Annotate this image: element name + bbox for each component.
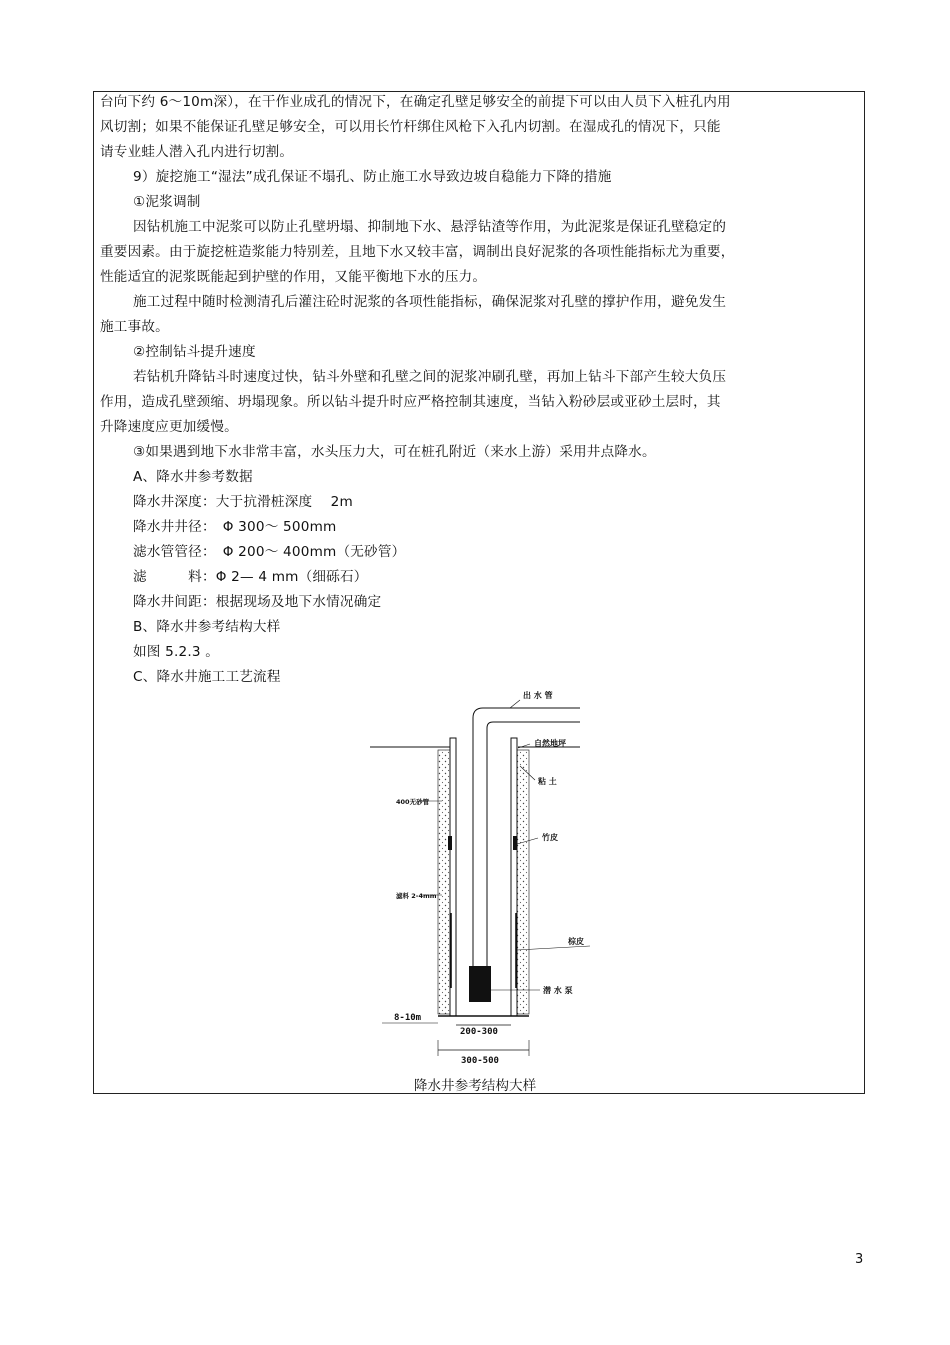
text-line: 降水井深度：大于抗滑桩深度 2m [133,494,353,510]
text-line: 降水井间距：根据现场及地下水情况确定 [133,594,382,610]
filter-gravel-right [517,750,529,1014]
label-outer-dim: 300-500 [461,1056,499,1066]
text-line: 滤 料：Φ 2— 4 mm（细砾石） [133,569,368,585]
figure-caption: 降水井参考结构大样 [413,1078,537,1094]
text-line: 施工事故。 [100,319,169,335]
label-bamboo: 竹皮 [542,833,558,842]
label-pump: 潜 水 泵 [543,986,573,995]
label-depth: 8-10m [394,1013,422,1023]
text-line: 台向下约 6～10m深），在干作业成孔的情况下，在确定孔壁足够安全的前提下可以由人员下入桩孔内用 [100,94,731,110]
text-line: ③如果遇到地下水非常丰富，水头压力大，可在桩孔附近（来水上游）采用井点降水。 [133,444,656,460]
text-line: 作用，造成孔壁颈缩、坍塌现象。所以钻斗提升时应严格控制其速度，当钻入粉砂层或亚砂土层时，其 [100,394,721,410]
text-line: 降水井井径： Φ 300～ 500mm [133,519,337,535]
text-line: 施工过程中随时检测清孔后灌注砼时泥浆的各项性能指标，确保泥浆对孔壁的撑护作用，避免发生 [133,294,727,310]
filter-gravel-left [438,750,450,1014]
text-line: B、降水井参考结构大样 [133,619,281,635]
bamboo-marker-right [513,836,517,850]
text-line: 请专业蛙人潜入孔内进行切割。 [100,144,294,160]
label-inner-dim: 200-300 [460,1027,498,1037]
page-number: 3 [855,1252,864,1267]
label-palm: 棕皮 [568,937,584,946]
leader-outlet [510,700,520,708]
text-line: 因钻机施工中泥浆可以防止孔壁坍塌、抑制地下水、悬浮钻渣等作用，为此泥浆是保证孔壁稳定的 [133,219,727,235]
pump-block [469,966,491,1002]
label-filter: 滤料 2-4mm [396,892,437,900]
label-ground: 自然地坪 [534,739,566,748]
text-line: ①泥浆调制 [133,194,201,210]
text-line: C、降水井施工工艺流程 [133,669,281,685]
outlet-pipe-outer [487,722,580,966]
label-clay: 粘 土 [538,777,557,786]
label-outlet-pipe: 出 水 管 [523,691,553,700]
text-line: A、降水井参考数据 [133,469,253,485]
text-line: 风切割；如果不能保证孔壁足够安全，可以用长竹杆绑住风枪下入孔内切割。在湿成孔的情况下，只能 [100,119,721,135]
text-line: 9）旋挖施工“湿法”成孔保证不塌孔、防止施工水导致边坡自稳能力下降的措施 [133,169,612,185]
text-line: 滤水管管径： Φ 200～ 400mm（无砂管） [133,544,406,560]
text-line: 如图 5.2.3 。 [133,644,220,660]
text-line: 升降速度应更加缓慢。 [100,419,238,435]
text-line: 重要因素。由于旋挖桩造浆能力特别差，且地下水又较丰富，调制出良好泥浆的各项性能指标尤为重要， [100,244,735,260]
text-line: ②控制钻斗提升速度 [133,344,256,360]
label-casing: 400无砂管 [396,798,430,806]
text-line: 若钻机升降钻斗时速度过快，钻斗外壁和孔壁之间的泥浆冲刷孔壁，再加上钻斗下部产生较大负压 [133,369,727,385]
text-line: 性能适宜的泥浆既能起到护壁的作用，又能平衡地下水的压力。 [100,269,487,285]
well-structure-diagram [360,688,600,1068]
bamboo-marker-left [448,836,452,850]
